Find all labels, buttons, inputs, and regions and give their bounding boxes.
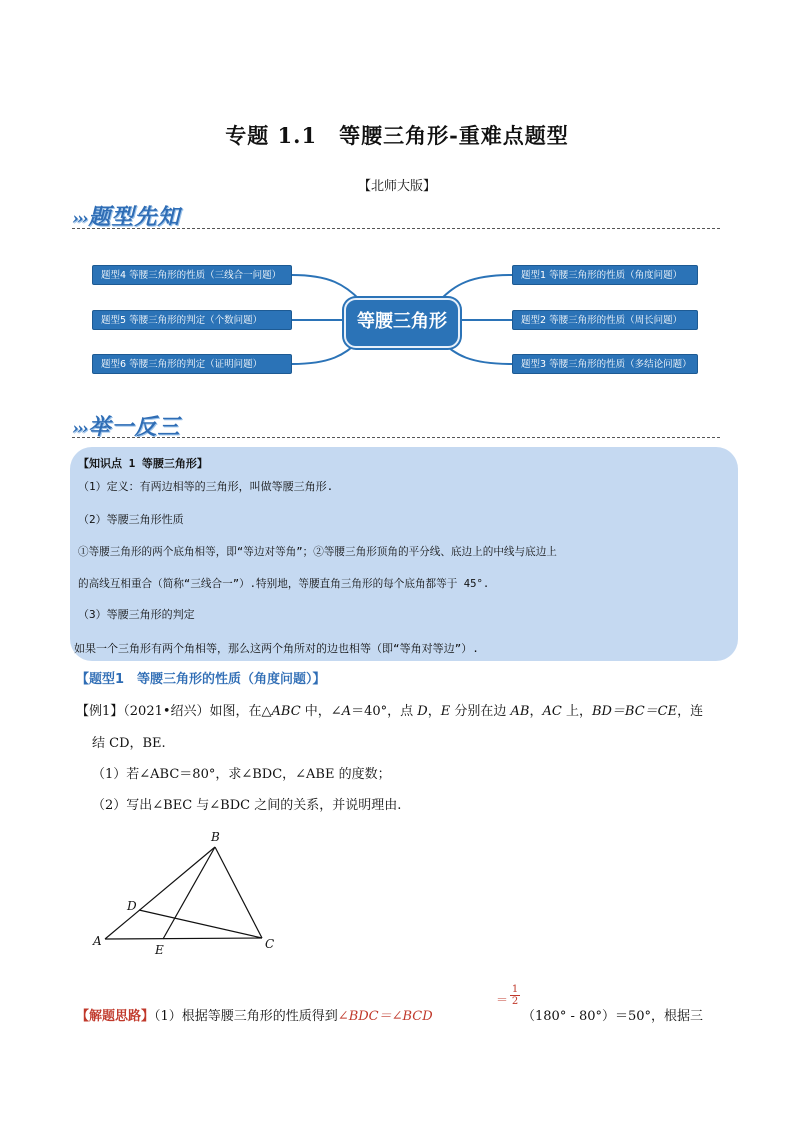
topic-heading: 【题型1 等腰三角形的性质（角度问题）】 [76,672,326,687]
math-var: A [341,704,352,719]
section-header-label: 题型先知 [88,204,181,230]
text: ，连 [677,704,704,719]
example-question-2: （2）写出∠BEC 与∠BDC 之间的关系，并说明理由. [92,798,402,813]
solution-lead: 【解题思路】 [76,1009,155,1024]
example-lead: 【例1】 [76,704,124,719]
knowledge-line: 如果一个三角形有两个角相等，那么这两个角所对的边也相等（即“等角对等边”）. [74,642,479,655]
text: 上， [561,704,592,719]
edition-label: 【北师大版】 [357,179,436,194]
math-var: D [417,704,428,719]
mindmap-node-topic5: 题型5 等腰三角形的判定（个数问题） [92,310,292,330]
example-line-2: 结 CD，BE. [92,736,166,751]
page-title: 专题 1.1 等腰三角形-重难点题型 [225,123,569,148]
vertex-label-A: A [93,934,102,948]
math-var: AB [510,704,530,719]
vertex-label-B: B [211,830,220,844]
fraction-eq: ＝ [496,993,509,1007]
fraction-denominator: 2 [511,996,519,1007]
mindmap-node-topic6: 题型6 等腰三角形的判定（证明问题） [92,354,292,374]
segment-BC [215,847,262,938]
example-question-1: （1）若∠ABC＝80°，求∠BDC，∠ABE 的度数； [92,767,391,782]
fraction-half [510,984,520,1007]
knowledge-line: （2）等腰三角形性质 [78,513,184,526]
vertex-label-D: D [127,899,137,913]
example-line-1 [76,700,703,719]
text: 中，∠ [300,704,342,719]
solution-line [76,1005,433,1024]
text: ＝40°，点 [351,704,418,719]
triple-arrow-icon: ››› [72,209,87,229]
math-expr: BD＝BC＝CE [591,704,678,719]
text: （2021•绍兴）如图，在△ [123,704,272,719]
text: ， [529,704,543,719]
knowledge-line: （3）等腰三角形的判定 [78,608,195,621]
mindmap-node-topic4: 题型4 等腰三角形的性质（三线合一问题） [92,265,292,285]
text: （1）根据等腰三角形的性质得到 [154,1009,338,1024]
mindmap-node-topic1: 题型1 等腰三角形的性质（角度问题） [512,265,698,285]
knowledge-line: 的高线互相重合（简称“三线合一”）.特别地，等腰直角三角形的每个底角都等于 45°. [78,578,490,590]
segment-AB [105,847,215,939]
math-expr: ∠BDC＝∠BCD [337,1009,433,1024]
text: 分别在边 [450,704,511,719]
section-header-label: 举一反三 [88,414,181,440]
fraction-numerator: 1 [511,984,519,995]
vertex-label-E: E [155,943,164,957]
math-var: ABC [271,704,301,719]
knowledge-heading: 【知识点 1 等腰三角形】 [78,457,208,470]
vertex-label-C: C [265,937,275,951]
segment-CD [139,910,262,938]
math-var: E [440,704,451,719]
knowledge-line: ①等腰三角形的两个底角相等，即“等边对等角”；②等腰三角形顶角的平分线、底边上的中线与底边上 [78,546,557,558]
mindmap-node-topic3: 题型3 等腰三角形的性质（多结论问题） [512,354,698,374]
triple-arrow-icon: ››› [72,419,87,439]
mindmap-node-topic2: 题型2 等腰三角形的性质（周长问题） [512,310,698,330]
text: ， [427,704,441,719]
segment-AC [105,938,262,939]
solution-line-tail: （180° - 80°）＝50°，根据三 [522,1009,704,1024]
triangle-figure [85,828,285,958]
mindmap-center-node: 等腰三角形 [344,298,460,348]
section-divider [72,437,720,438]
math-var: AC [542,704,562,719]
knowledge-line: （1）定义：有两边相等的三角形，叫做等腰三角形. [78,480,334,493]
